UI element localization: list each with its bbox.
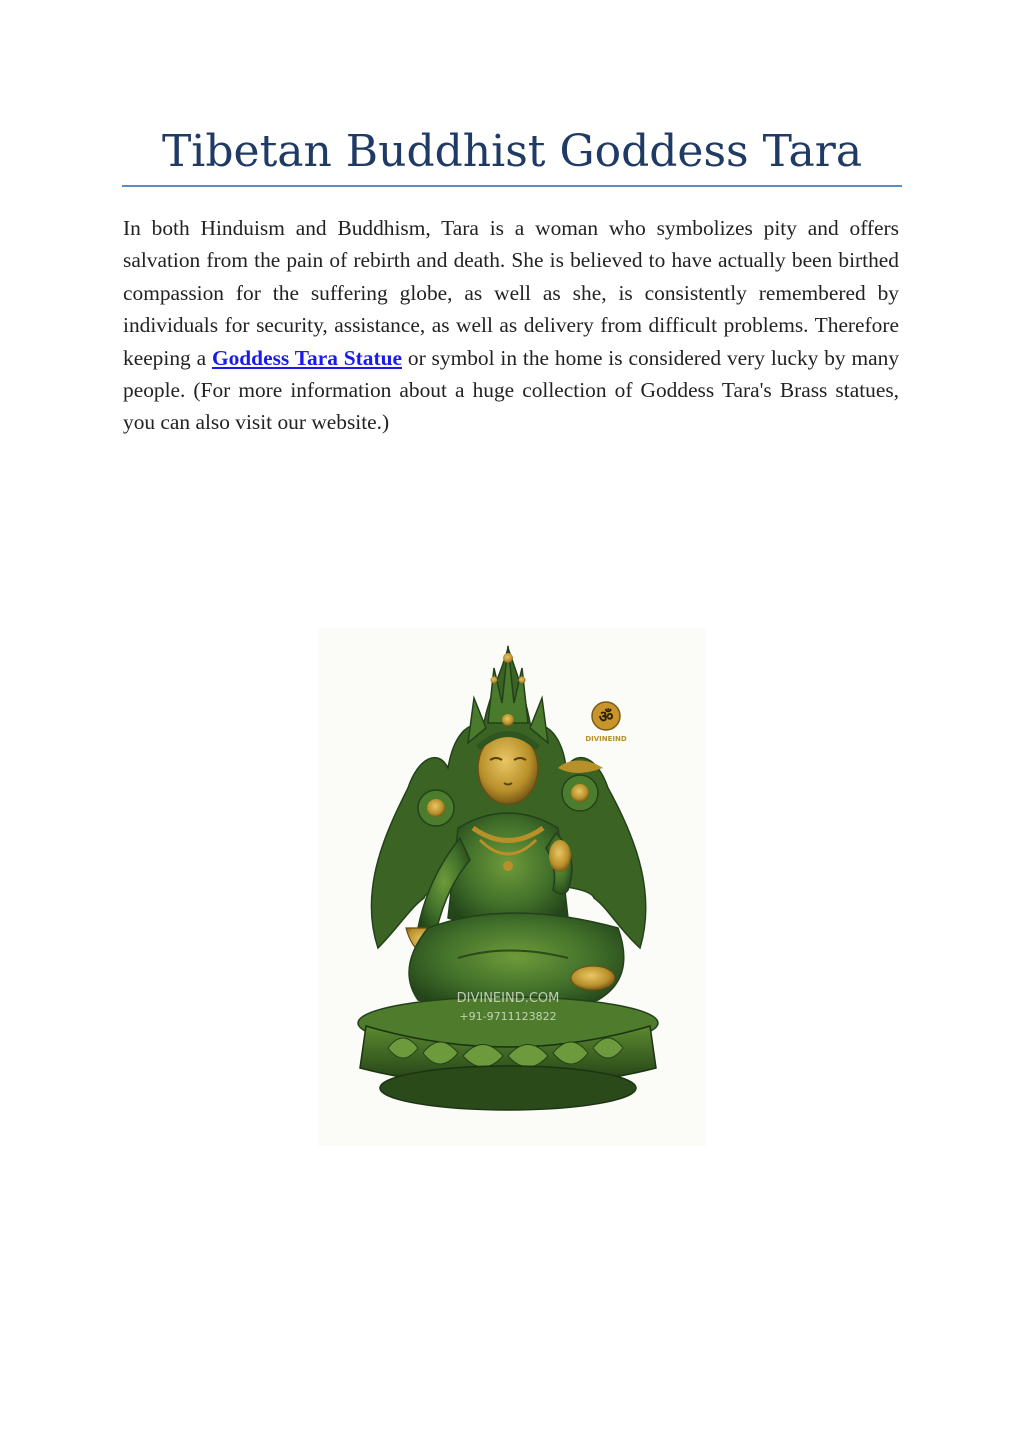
left-lotus-icon: [418, 790, 454, 826]
paragraph-text-after-link: or symbol in the home is considered very lucky by many people. (For more information about a huge collection of Goddess Tara's Brass statues, you can also visit our website.): [123, 345, 900, 435]
tara-statue-image: [318, 628, 706, 1146]
document-title: Tibetan Buddhist Goddess Tara: [161, 126, 863, 177]
paragraph-text-before-link: In both Hinduism and Buddhism, Tara is a woman who symbolizes pity and offers salvation from the pain of rebirth and death. She is believed to have actually been birthed compassion for the suffering globe, as well as she, is consistently remembered by individuals for security, assistance, as well as delivery from difficult problems. Therefore keeping a: [123, 216, 899, 370]
tara-torso: [448, 813, 568, 928]
logo-text: DIVINEIND: [585, 735, 627, 743]
tara-head: [478, 732, 538, 804]
goddess-tara-statue-link[interactable]: Goddess Tara Statue: [211, 345, 402, 370]
svg-text:ॐ: ॐ: [598, 707, 614, 726]
divineind-logo: [585, 702, 627, 743]
watermark-phone: +91-9711123822: [459, 1010, 557, 1023]
body-paragraph: [123, 212, 899, 439]
watermark-site: DIVINEIND.COM: [456, 991, 560, 1006]
title-divider: [122, 185, 902, 187]
